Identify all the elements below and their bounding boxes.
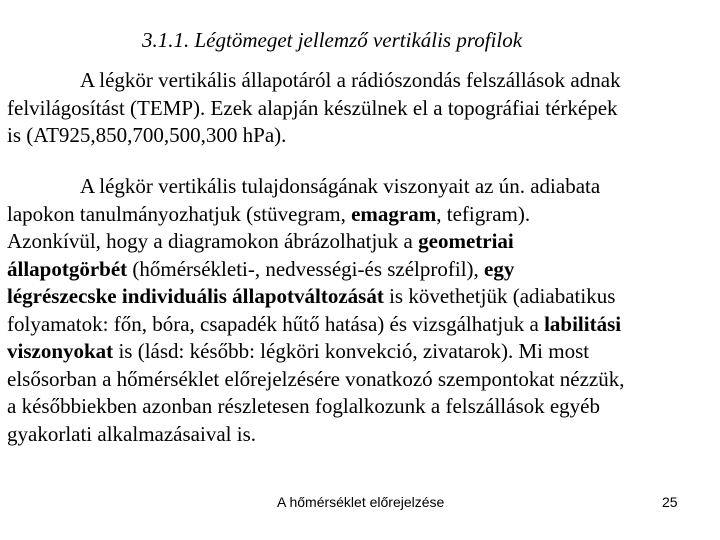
bold-term-labilitasi: labilitási [544,311,622,336]
paragraph-2-line-1: A légkör vertikális tulajdonságának viszonyait az ún. adiabata [80,174,601,198]
paragraph-2-line-7 [7,338,713,366]
paragraph-1 [7,67,713,150]
bold-term-viszonyokat: viszonyokat [7,339,114,363]
bold-term-geometriai: geometriai [418,229,514,253]
paragraph-2-line-2 [7,201,713,229]
paragraph-1-line-3: is (AT925,850,700,500,300 hPa). [7,123,287,147]
bold-term-allapotgorbet: állapotgörbét [7,256,128,281]
paragraph-2-line-3 [7,228,713,256]
paragraph-2-line-5 [7,283,713,311]
text-segment: Azonkívül, hogy a diagramokon ábrázolhatjuk a [7,229,419,253]
text-segment: folyamatok: főn, bóra, csapadék hűtő hatása) és vizsgálhatjuk a [7,311,545,336]
paragraph-2-line-8: elsősorban a hőmérséklet előrejelzésére vonatkozó szempontokat nézzük, [7,366,625,391]
text-segment: , tefigram). [436,201,531,226]
text-segment: (hőmérsékleti-, nedvességi-és szélprofil), [127,256,485,281]
text-segment: is (lásd: később: légköri konvekció, zivatarok). Mi most [113,339,590,363]
paragraph-2-line-10: gyakorlati alkalmazásaival is. [7,421,256,446]
page-title: 3.1.1. Légtömeget jellemző vertikális profilok [142,28,523,52]
footer-title: A hőmérséklet előrejelzése [277,494,445,510]
paragraph-1-line-1: A légkör vertikális állapotáról a rádiószondás felszállások adnak [80,68,621,92]
paragraph-2 [7,173,713,448]
bold-term-emagram: emagram [351,201,437,226]
text-segment: lapokon tanulmányozhatjuk (stüvegram, [7,201,352,226]
paragraph-2-line-4 [7,256,713,284]
text-segment: is követhetjük (adiabatikus [383,284,616,308]
bold-term-legreszecske: légrészecske individuális állapotváltozását [7,284,384,308]
page-number: 25 [662,494,678,510]
paragraph-2-line-6 [7,311,713,339]
paragraph-2-line-9: a későbbiekben azonban részletesen foglalkozunk a felszállások egyéb [7,394,601,418]
paragraph-1-line-2: felvilágosítást (TEMP). Ezek alapján készülnek el a topográfiai térképek [7,95,618,120]
bold-term-egy: egy [484,256,515,281]
